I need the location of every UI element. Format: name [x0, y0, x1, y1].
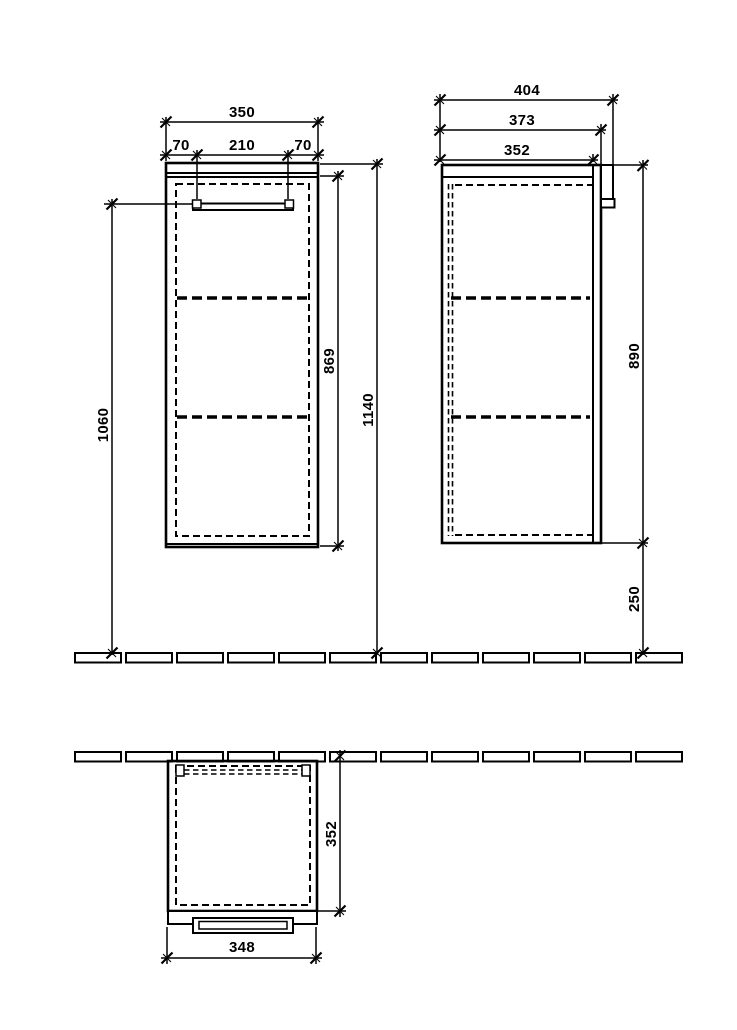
dim-top-body-depth — [323, 750, 346, 917]
dim-front-body-height — [321, 171, 344, 552]
top-hidden-interior — [176, 766, 310, 905]
dim-top-door-width — [161, 939, 322, 964]
dim-label-front-total-height: 1140 — [360, 393, 377, 427]
dim-label-side-total-depth: 404 — [514, 82, 540, 99]
top-mount-bracket-left — [176, 765, 184, 776]
dim-side-depth-with-door — [434, 112, 607, 136]
top-mount-bracket-right — [302, 765, 310, 776]
dim-side-total-depth — [434, 82, 619, 106]
dim-side-body-depth — [434, 142, 599, 166]
front-dimensions — [95, 104, 383, 659]
top-handle — [193, 918, 293, 933]
dim-label-side-body-depth: 352 — [504, 142, 530, 159]
side-view — [442, 165, 648, 543]
dim-front-total-width — [160, 104, 324, 128]
dim-label-top-door-width: 348 — [229, 939, 255, 956]
dim-label-side-body-height: 890 — [626, 343, 643, 369]
top-view — [168, 761, 317, 933]
front-handle — [193, 200, 294, 210]
dim-label-side-floor-clearance: 250 — [626, 586, 643, 612]
front-cabinet-outline — [166, 163, 318, 547]
dim-label-front-handle-height: 1060 — [95, 407, 112, 443]
side-handle — [601, 165, 615, 208]
dim-label-front-total-width: 350 — [229, 104, 255, 121]
wall-line-lower — [75, 752, 682, 762]
dim-side-body-height — [626, 160, 649, 659]
dim-label-side-depth-with-door: 373 — [509, 112, 535, 129]
dim-front-total-height — [360, 159, 383, 659]
dim-front-handle-offsets — [160, 137, 324, 161]
side-cabinet-outline — [442, 165, 601, 543]
dim-label-front-handle-width: 210 — [229, 137, 255, 154]
dim-label-front-body-height: 869 — [321, 348, 338, 374]
dim-label-front-offset-right: 70 — [294, 137, 312, 154]
dim-label-top-body-depth: 352 — [323, 821, 340, 847]
dim-label-front-offset-left: 70 — [172, 137, 190, 154]
dim-front-handle-height — [95, 199, 118, 659]
front-view — [166, 163, 318, 547]
top-cabinet-outline — [168, 761, 317, 911]
front-hidden-interior — [176, 184, 309, 536]
side-dimensions — [434, 82, 649, 659]
